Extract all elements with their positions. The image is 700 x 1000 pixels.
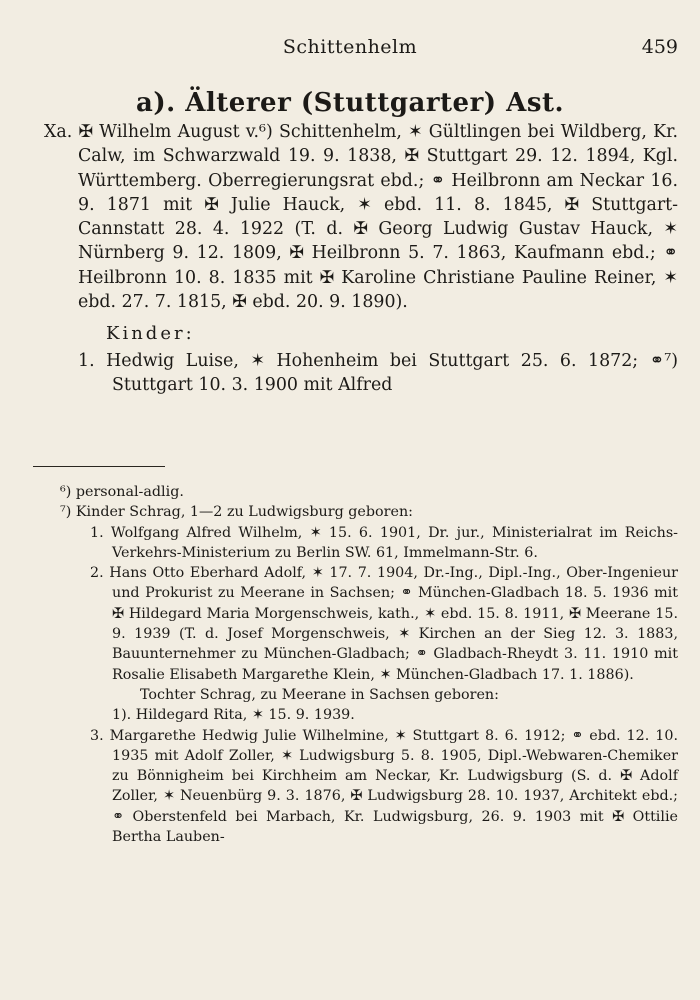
footnote-divider	[33, 466, 165, 467]
main-text	[44, 120, 678, 397]
footnote-child-1: 1. Wolfgang Alfred Wilhelm, ✶ 15. 6. 1901, Dr. jur., Ministerialrat im Reichs-Verkehrs-Ministerium zu Berlin SW. 61, Immelmann-Str. 6.	[90, 524, 678, 561]
daughter-entry: 1). Hildegard Rita, ✶ 15. 9. 1939.	[112, 707, 355, 724]
daughter-heading: Tochter Schrag, zu Meerane in Sachsen geboren:	[140, 686, 499, 703]
genealogy-entry: Xa. ✠ Wilhelm August v.⁶) Schittenhelm, ✶ Gültlingen bei Wildberg, Kr. Calw, im Schwarzwald 19. 9. 1838, ✠ Stuttgart 29. 12. 1894, Kgl. Württemberg. Oberregierungsrat ebd.; ⚭ Heilbronn am Neckar 16. 9. 1871 mit ✠ Julie Hauck, ✶ ebd. 11. 8. 1845, ✠ Stuttgart-Cannstatt 28. 4. 1922 (T. d. ✠ Georg Ludwig Gustav Hauck, ✶ Nürnberg 9. 12. 1809, ✠ Heilbronn 5. 7. 1863, Kaufmann ebd.; ⚭ Heilbronn 10. 8. 1835 mit ✠ Karoline Christiane Pauline Reiner, ✶ ebd. 27. 7. 1815, ✠ ebd. 20. 9. 1890).	[44, 122, 678, 313]
page-header	[0, 36, 700, 64]
footnote-7-intro: ⁷) Kinder Schrag, 1—2 zu Ludwigsburg geboren:	[60, 504, 413, 521]
section-title: a). Älterer (Stuttgarter) Ast.	[135, 88, 565, 118]
footnote-child-2: 2. Hans Otto Eberhard Adolf, ✶ 17. 7. 1904, Dr.-Ing., Dipl.-Ing., Ober-Ingenieur und Prokurist zu Meerane in Sachsen; ⚭ München-Gladbach 18. 5. 1936 mit ✠ Hildegard Maria Morgenschweis, kath., ✶ ebd. 15. 8. 1911, ✠ Meerane 15. 9. 1939 (T. d. Josef Morgenschweis, ✶ Kirchen an der Sieg 12. 3. 1883, Bauunternehmer zu München-Gladbach; ⚭ Gladbach-Rheydt 3. 11. 1910 mit Rosalie Elisabeth Margarethe Klein, ✶ München-Gladbach 17. 1. 1886).	[90, 565, 678, 683]
child-entry: 1. Hedwig Luise, ✶ Hohenheim bei Stuttgart 25. 6. 1872; ⚭⁷) Stuttgart 10. 3. 1900 mit Alfred	[78, 350, 678, 395]
running-title: Schittenhelm	[282, 36, 418, 58]
footnote-6: ⁶) personal-adlig.	[60, 484, 184, 500]
footnote-child-3: 3. Margarethe Hedwig Julie Wilhelmine, ✶ Stuttgart 8. 6. 1912; ⚭ ebd. 12. 10. 1935 mit Adolf Zoller, ✶ Ludwigsburg 5. 8. 1905, Dipl.-Webwaren-Chemiker zu Bönnigheim bei Kirchheim am Neckar, Kr. Ludwigsburg (S. d. ✠ Adolf Zoller, ✶ Neuenbürg 9. 3. 1876, ✠ Ludwigsburg 28. 10. 1937, Architekt ebd.; ⚭ Oberstenfeld bei Marbach, Kr. Ludwigsburg, 26. 9. 1903 mit ✠ Ottilie Bertha Lauben-	[90, 727, 678, 846]
page-number: 459	[641, 36, 678, 58]
children-heading: Kinder:	[106, 323, 195, 345]
footnotes	[60, 482, 678, 847]
